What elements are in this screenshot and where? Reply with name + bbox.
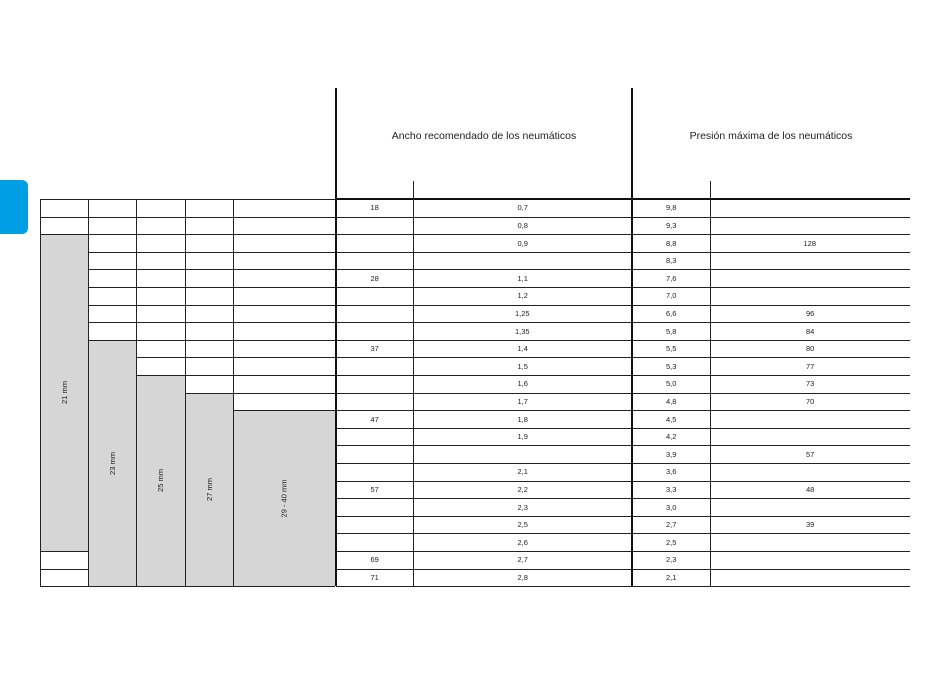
col-line bbox=[88, 199, 89, 586]
row-line bbox=[233, 217, 335, 218]
row-line bbox=[88, 199, 136, 200]
table-cell: 2,3 bbox=[517, 502, 528, 512]
table-cell: 80 bbox=[806, 344, 815, 354]
table-cell: 3,9 bbox=[666, 449, 677, 459]
row-line bbox=[336, 551, 910, 552]
row-line bbox=[185, 269, 233, 270]
row-line bbox=[336, 287, 910, 288]
table-cell: 73 bbox=[806, 379, 815, 389]
table-cell: 9,3 bbox=[666, 220, 677, 230]
row-line bbox=[336, 340, 910, 341]
row-line bbox=[40, 234, 88, 235]
table-cell: 8,8 bbox=[666, 238, 677, 248]
row-line bbox=[185, 393, 233, 394]
row-line bbox=[336, 234, 910, 235]
row-line bbox=[185, 252, 233, 253]
col-line bbox=[710, 181, 711, 586]
row-line bbox=[136, 252, 185, 253]
table-cell: 2,7 bbox=[666, 520, 677, 530]
row-line bbox=[336, 586, 910, 587]
table-cell: 8,3 bbox=[666, 256, 677, 266]
table-cell: 0,7 bbox=[517, 203, 528, 213]
row-line bbox=[88, 340, 136, 341]
table-cell: 1,5 bbox=[517, 361, 528, 371]
row-line bbox=[136, 357, 185, 358]
row-line bbox=[185, 322, 233, 323]
row-line bbox=[88, 269, 136, 270]
row-line bbox=[88, 217, 136, 218]
row-line bbox=[185, 234, 233, 235]
row-line bbox=[40, 586, 88, 587]
table-cell: 71 bbox=[370, 572, 379, 582]
table-cell: 2,6 bbox=[517, 537, 528, 547]
row-line bbox=[336, 269, 910, 270]
row-line bbox=[185, 217, 233, 218]
row-line bbox=[336, 410, 910, 411]
row-line bbox=[336, 322, 910, 323]
col-line bbox=[40, 199, 41, 586]
row-line bbox=[336, 393, 910, 394]
row-line bbox=[185, 305, 233, 306]
row-line bbox=[136, 287, 185, 288]
row-line bbox=[233, 269, 335, 270]
row-line bbox=[336, 498, 910, 499]
table-cell: 57 bbox=[806, 449, 815, 459]
width-label: 23 mm bbox=[107, 451, 117, 475]
row-line bbox=[233, 252, 335, 253]
row-line bbox=[88, 252, 136, 253]
table-cell: 1,35 bbox=[515, 326, 530, 336]
table-cell: 2,5 bbox=[666, 537, 677, 547]
row-line bbox=[185, 357, 233, 358]
table-cell: 2,1 bbox=[666, 572, 677, 582]
row-line bbox=[336, 516, 910, 517]
table-cell: 0,8 bbox=[517, 220, 528, 230]
row-line bbox=[336, 569, 910, 570]
header-presion: Presión máxima de los neumáticos bbox=[689, 130, 853, 142]
col-line bbox=[136, 199, 137, 586]
width-label: 27 mm bbox=[204, 477, 214, 501]
table-cell: 5,0 bbox=[666, 379, 677, 389]
table-cell: 1,7 bbox=[517, 396, 528, 406]
table-cell: 0,9 bbox=[517, 238, 528, 248]
row-line bbox=[136, 199, 185, 200]
table-cell: 4,8 bbox=[666, 396, 677, 406]
table-cell: 84 bbox=[806, 326, 815, 336]
width-label: 21 mm bbox=[59, 381, 69, 405]
row-line bbox=[233, 287, 335, 288]
row-line bbox=[88, 586, 136, 587]
row-line bbox=[136, 322, 185, 323]
row-line bbox=[88, 234, 136, 235]
row-line bbox=[336, 305, 910, 306]
table-cell: 5,8 bbox=[666, 326, 677, 336]
table-cell: 37 bbox=[370, 344, 379, 354]
table-cell: 2,2 bbox=[517, 484, 528, 494]
row-line bbox=[336, 217, 910, 218]
table-cell: 128 bbox=[803, 238, 817, 248]
row-line bbox=[233, 410, 335, 411]
table-cell: 47 bbox=[370, 414, 379, 424]
row-line bbox=[185, 340, 233, 341]
table-cell: 18 bbox=[370, 203, 379, 213]
col-line bbox=[185, 199, 186, 586]
width-label: 25 mm bbox=[155, 469, 165, 493]
row-line bbox=[136, 586, 185, 587]
row-line bbox=[336, 463, 910, 464]
row-line bbox=[233, 234, 335, 235]
row-line bbox=[233, 305, 335, 306]
row-line bbox=[136, 375, 185, 376]
table-cell: 28 bbox=[370, 273, 379, 283]
table-cell: 2,8 bbox=[517, 572, 528, 582]
row-line bbox=[233, 393, 335, 394]
table-cell: 4,5 bbox=[666, 414, 677, 424]
row-line bbox=[185, 287, 233, 288]
table-cell: 69 bbox=[370, 555, 379, 565]
row-line bbox=[136, 340, 185, 341]
row-line bbox=[88, 305, 136, 306]
table-cell: 1,9 bbox=[517, 432, 528, 442]
section-divider bbox=[335, 88, 337, 586]
row-line bbox=[233, 357, 335, 358]
row-line bbox=[233, 340, 335, 341]
table-cell: 96 bbox=[806, 308, 815, 318]
table-cell: 3,6 bbox=[666, 467, 677, 477]
row-line bbox=[336, 481, 910, 482]
table-cell: 9,8 bbox=[666, 203, 677, 213]
table-cell: 57 bbox=[370, 484, 379, 494]
row-line bbox=[336, 252, 910, 253]
row-line bbox=[88, 287, 136, 288]
row-line bbox=[336, 533, 910, 534]
table-cell: 2,3 bbox=[666, 555, 677, 565]
table-cell: 1,1 bbox=[517, 273, 528, 283]
section-divider bbox=[631, 88, 633, 586]
table-cell: 1,6 bbox=[517, 379, 528, 389]
row-line bbox=[233, 375, 335, 376]
table-cell: 39 bbox=[806, 520, 815, 530]
table-cell: 1,25 bbox=[515, 308, 530, 318]
col-line bbox=[413, 181, 414, 586]
col-line bbox=[233, 199, 234, 586]
table-cell: 2,5 bbox=[517, 520, 528, 530]
table-cell: 6,6 bbox=[666, 308, 677, 318]
row-line bbox=[233, 199, 335, 200]
width-label: 29 - 40 mm bbox=[279, 479, 289, 518]
row-line bbox=[136, 217, 185, 218]
row-line bbox=[185, 199, 233, 200]
table-cell: 5,3 bbox=[666, 361, 677, 371]
table-cell: 1,4 bbox=[517, 344, 528, 354]
row-line bbox=[136, 269, 185, 270]
table-cell: 2,1 bbox=[517, 467, 528, 477]
table-cell: 3,3 bbox=[666, 484, 677, 494]
table-cell: 5,5 bbox=[666, 344, 677, 354]
row-line bbox=[233, 322, 335, 323]
row-line bbox=[336, 375, 910, 376]
row-line bbox=[40, 551, 88, 552]
table-cell: 1,2 bbox=[517, 291, 528, 301]
header-rule bbox=[336, 198, 910, 200]
row-line bbox=[336, 428, 910, 429]
row-line bbox=[136, 305, 185, 306]
table-cell: 2,7 bbox=[517, 555, 528, 565]
side-tab[interactable] bbox=[0, 180, 28, 234]
table-cell: 48 bbox=[806, 484, 815, 494]
table-cell: 77 bbox=[806, 361, 815, 371]
table-cell: 1,8 bbox=[517, 414, 528, 424]
row-line bbox=[185, 586, 233, 587]
row-line bbox=[40, 569, 88, 570]
row-line bbox=[136, 234, 185, 235]
row-line bbox=[233, 586, 335, 587]
table-cell: 7,6 bbox=[666, 273, 677, 283]
row-line bbox=[40, 217, 88, 218]
header-ancho: Ancho recomendado de los neumáticos bbox=[391, 130, 577, 142]
row-line bbox=[336, 445, 910, 446]
table-cell: 7,0 bbox=[666, 291, 677, 301]
table-cell: 4,2 bbox=[666, 432, 677, 442]
table-cell: 70 bbox=[806, 396, 815, 406]
row-line bbox=[185, 375, 233, 376]
table-cell: 3,0 bbox=[666, 502, 677, 512]
row-line bbox=[88, 322, 136, 323]
row-line bbox=[40, 199, 88, 200]
row-line bbox=[336, 357, 910, 358]
